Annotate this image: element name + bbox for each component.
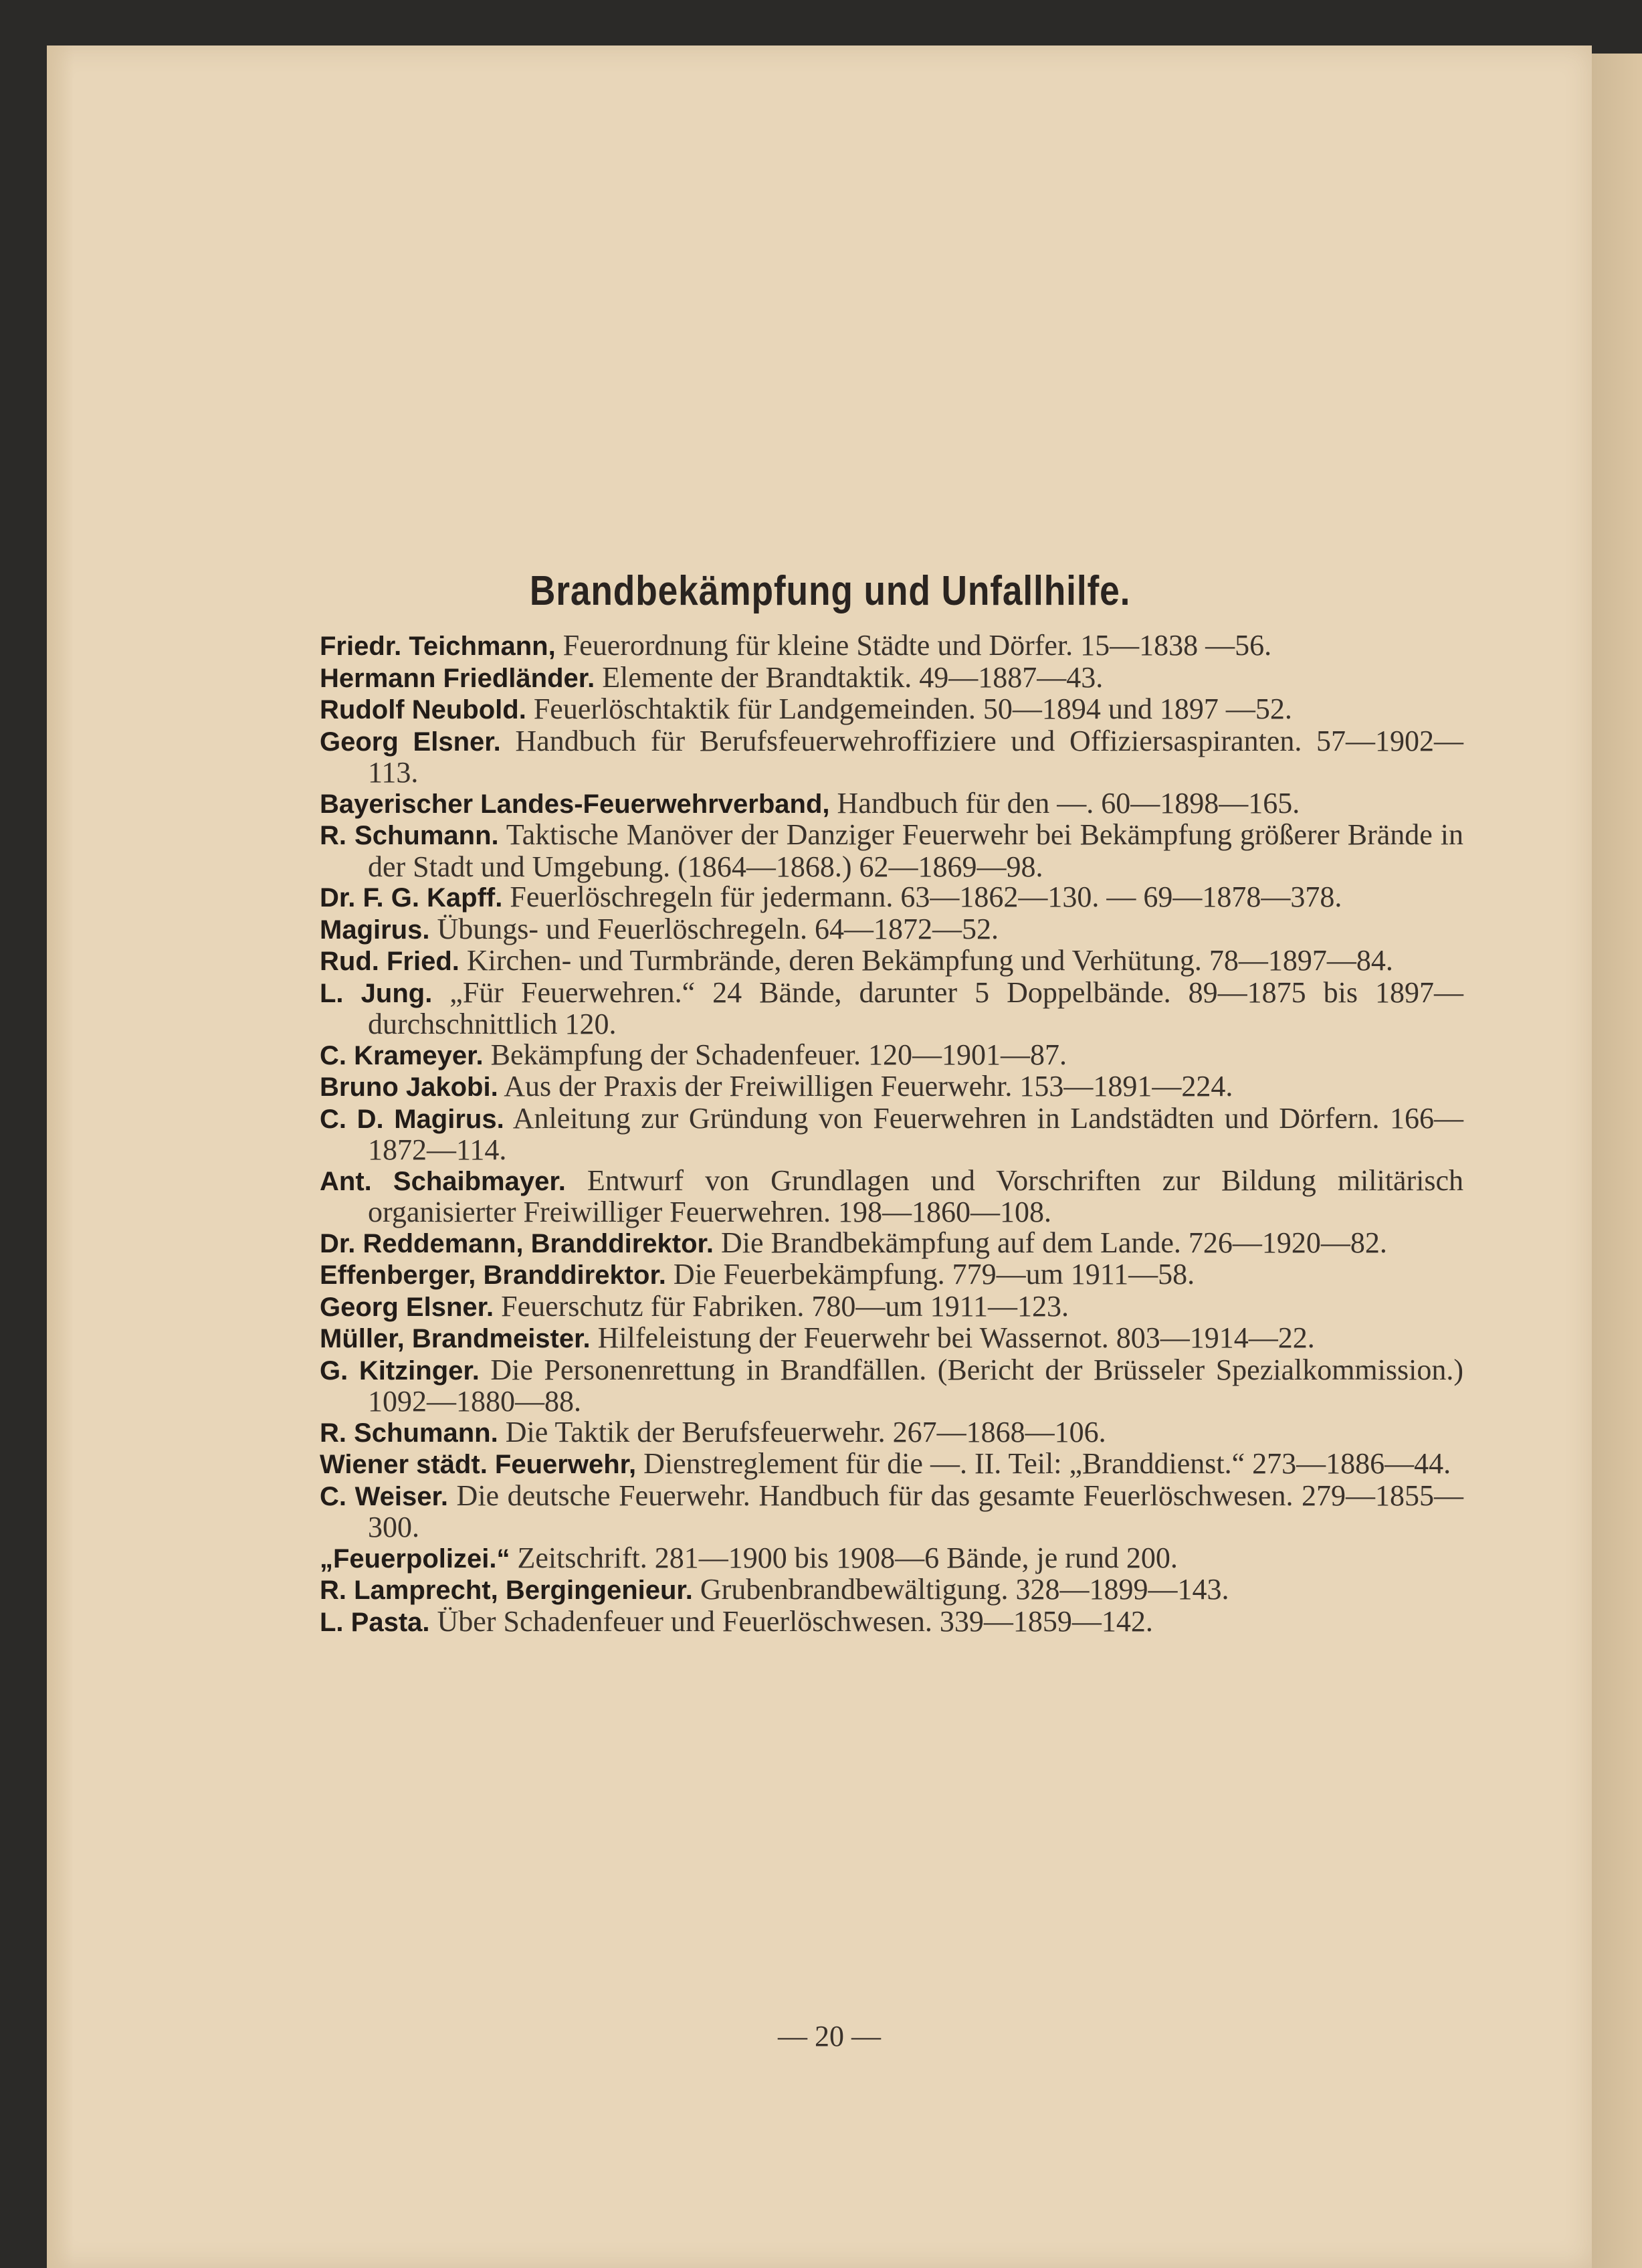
- bibliography-entry: [320, 1417, 1463, 1449]
- bibliography-entry: [320, 1323, 1463, 1355]
- entry-author: Georg Elsner.: [320, 1292, 494, 1322]
- bibliography-entry: [320, 1448, 1463, 1481]
- entry-text: Die Feuerbekämpfung. 779—um 1911—58.: [665, 1258, 1195, 1291]
- entry-author: Wiener städt. Feuerwehr,: [320, 1450, 637, 1479]
- entry-author: Bayerischer Landes-Feuerwehrverband,: [320, 789, 830, 819]
- entry-text: Handbuch für den —. 60—1898—165.: [829, 786, 1300, 820]
- bibliography-entry: [320, 1071, 1463, 1103]
- entry-author: Dr. Reddemann, Branddirektor.: [320, 1228, 714, 1258]
- bibliography-entry: [320, 820, 1463, 882]
- entry-author: Rudolf Neubold.: [320, 695, 526, 725]
- page-heading: Brandbekämpfung und Unfallhilfe.: [529, 568, 1131, 614]
- entry-author: G. Kitzinger.: [320, 1355, 480, 1386]
- entry-author: Georg Elsner.: [320, 727, 501, 757]
- bibliography-entry: [320, 1259, 1463, 1291]
- entry-text: „Für Feuerwehren.“ 24 Bände, darunter 5 Doppelbände. 89—1875 bis 1897—durchschnittlich 120.: [368, 975, 1463, 1040]
- bibliography-entry: [320, 914, 1463, 946]
- bibliography-list: [320, 630, 1463, 1638]
- entry-text: Feuerordnung für kleine Städte und Dörfer. 15—1838 —56.: [555, 629, 1272, 662]
- entry-text: Hilfeleistung der Feuerwehr bei Wassernot. 803—1914—22.: [590, 1321, 1315, 1354]
- entry-author: R. Schumann.: [320, 821, 499, 850]
- entry-text: Taktische Manöver der Danziger Feuerwehr bei Bekämpfung größerer Brände in der Stadt und Umgebung. (1864—1868.) 62—1869—98.: [368, 818, 1464, 883]
- bibliography-entry: [320, 726, 1463, 788]
- entry-text: Grubenbrandbewältigung. 328—1899—143.: [692, 1573, 1229, 1606]
- book-page: [47, 45, 1592, 2268]
- entry-text: Handbuch für Berufsfeuerwehroffiziere und Offiziersaspiranten. 57—1902—113.: [368, 724, 1463, 789]
- bibliography-entry: [320, 945, 1463, 977]
- page-number: — 20 —: [778, 2020, 881, 2053]
- entry-text: Kirchen- und Turmbrände, deren Bekämpfung und Verhütung. 78—1897—84.: [459, 944, 1393, 977]
- entry-author: Hermann Friedländer.: [320, 663, 595, 693]
- entry-text: Dienstreglement für die —. II. Teil: „Branddienst.“ 273—1886—44.: [636, 1447, 1451, 1480]
- bibliography-entry: [320, 1481, 1463, 1543]
- entry-author: C. Weiser.: [320, 1481, 449, 1511]
- bibliography-entry: [320, 977, 1463, 1040]
- entry-author: Effenberger, Branddirektor.: [320, 1260, 666, 1290]
- bibliography-entry: [320, 694, 1463, 726]
- bibliography-entry: [320, 1103, 1463, 1165]
- entry-text: Über Schadenfeuer und Feuerlöschwesen. 339—1859—142.: [429, 1604, 1153, 1638]
- entry-text: Aus der Praxis der Freiwilligen Feuerwehr. 153—1891—224.: [498, 1070, 1233, 1103]
- bibliography-entry: [320, 1543, 1463, 1575]
- entry-text: Bekämpfung der Schadenfeuer. 120—1901—87.: [483, 1038, 1067, 1071]
- entry-text: Feuerlöschregeln für jedermann. 63—1862—130. — 69—1878—378.: [502, 880, 1342, 913]
- bibliography-entry: [320, 1355, 1463, 1417]
- entry-author: Bruno Jakobi.: [320, 1072, 498, 1102]
- bibliography-entry: [320, 1606, 1463, 1638]
- entry-author: Dr. F. G. Kapff.: [320, 883, 503, 913]
- entry-author: Ant. Schaibmayer.: [320, 1166, 566, 1196]
- entry-author: C. D. Magirus.: [320, 1104, 504, 1134]
- bibliography-entry: [320, 882, 1463, 914]
- bibliography-entry: [320, 1040, 1463, 1072]
- entry-author: R. Schumann.: [320, 1418, 498, 1448]
- entry-text: Übungs- und Feuerlöschregeln. 64—1872—52.: [429, 912, 999, 945]
- bibliography-entry: [320, 1291, 1463, 1323]
- entry-author: C. Krameyer.: [320, 1040, 484, 1070]
- entry-author: Friedr. Teichmann,: [320, 632, 556, 661]
- entry-author: Magirus.: [320, 915, 430, 945]
- entry-text: Entwurf von Grundlagen und Vorschriften zur Bildung militärisch organisierter Freiwilliger Feuerwehren. 198—1860—108.: [368, 1163, 1463, 1228]
- entry-text: Die Personenrettung in Brandfällen. (Bericht der Brüsseler Spezialkommission.) 1092—1880—88.: [368, 1353, 1463, 1418]
- entry-author: Müller, Brandmeister.: [320, 1324, 591, 1353]
- entry-text: Anleitung zur Gründung von Feuerwehren in Landstädten und Dörfern. 166—1872—114.: [368, 1101, 1464, 1166]
- entry-text: Die Brandbekämpfung auf dem Lande. 726—1920—82.: [714, 1226, 1387, 1259]
- entry-text: Feuerlöschtaktik für Landgemeinden. 50—1894 und 1897 —52.: [526, 692, 1292, 725]
- entry-author: L. Jung.: [320, 978, 433, 1008]
- entry-author: L. Pasta.: [320, 1607, 430, 1637]
- bibliography-entry: [320, 662, 1463, 694]
- entry-text: Feuerschutz für Fabriken. 780—um 1911—123.: [494, 1289, 1069, 1323]
- entry-text: Zeitschrift. 281—1900 bis 1908—6 Bände, je rund 200.: [510, 1541, 1178, 1574]
- entry-author: Rud. Fried.: [320, 947, 459, 976]
- entry-text: Elemente der Brandtaktik. 49—1887—43.: [595, 660, 1104, 694]
- entry-author: R. Lamprecht, Bergingenieur.: [320, 1576, 693, 1605]
- bibliography-entry: [320, 788, 1463, 820]
- bibliography-entry: [320, 1574, 1463, 1606]
- entry-text: Die Taktik der Berufsfeuerwehr. 267—1868—106.: [498, 1415, 1106, 1448]
- entry-text: Die deutsche Feuerwehr. Handbuch für das gesamte Feuerlöschwesen. 279—1855—300.: [368, 1479, 1463, 1543]
- next-page-edge: [1592, 54, 1642, 2268]
- entry-author: „Feuerpolizei.“: [320, 1543, 510, 1574]
- bibliography-entry: [320, 630, 1463, 662]
- bibliography-entry: [320, 1228, 1463, 1260]
- bibliography-entry: [320, 1165, 1463, 1228]
